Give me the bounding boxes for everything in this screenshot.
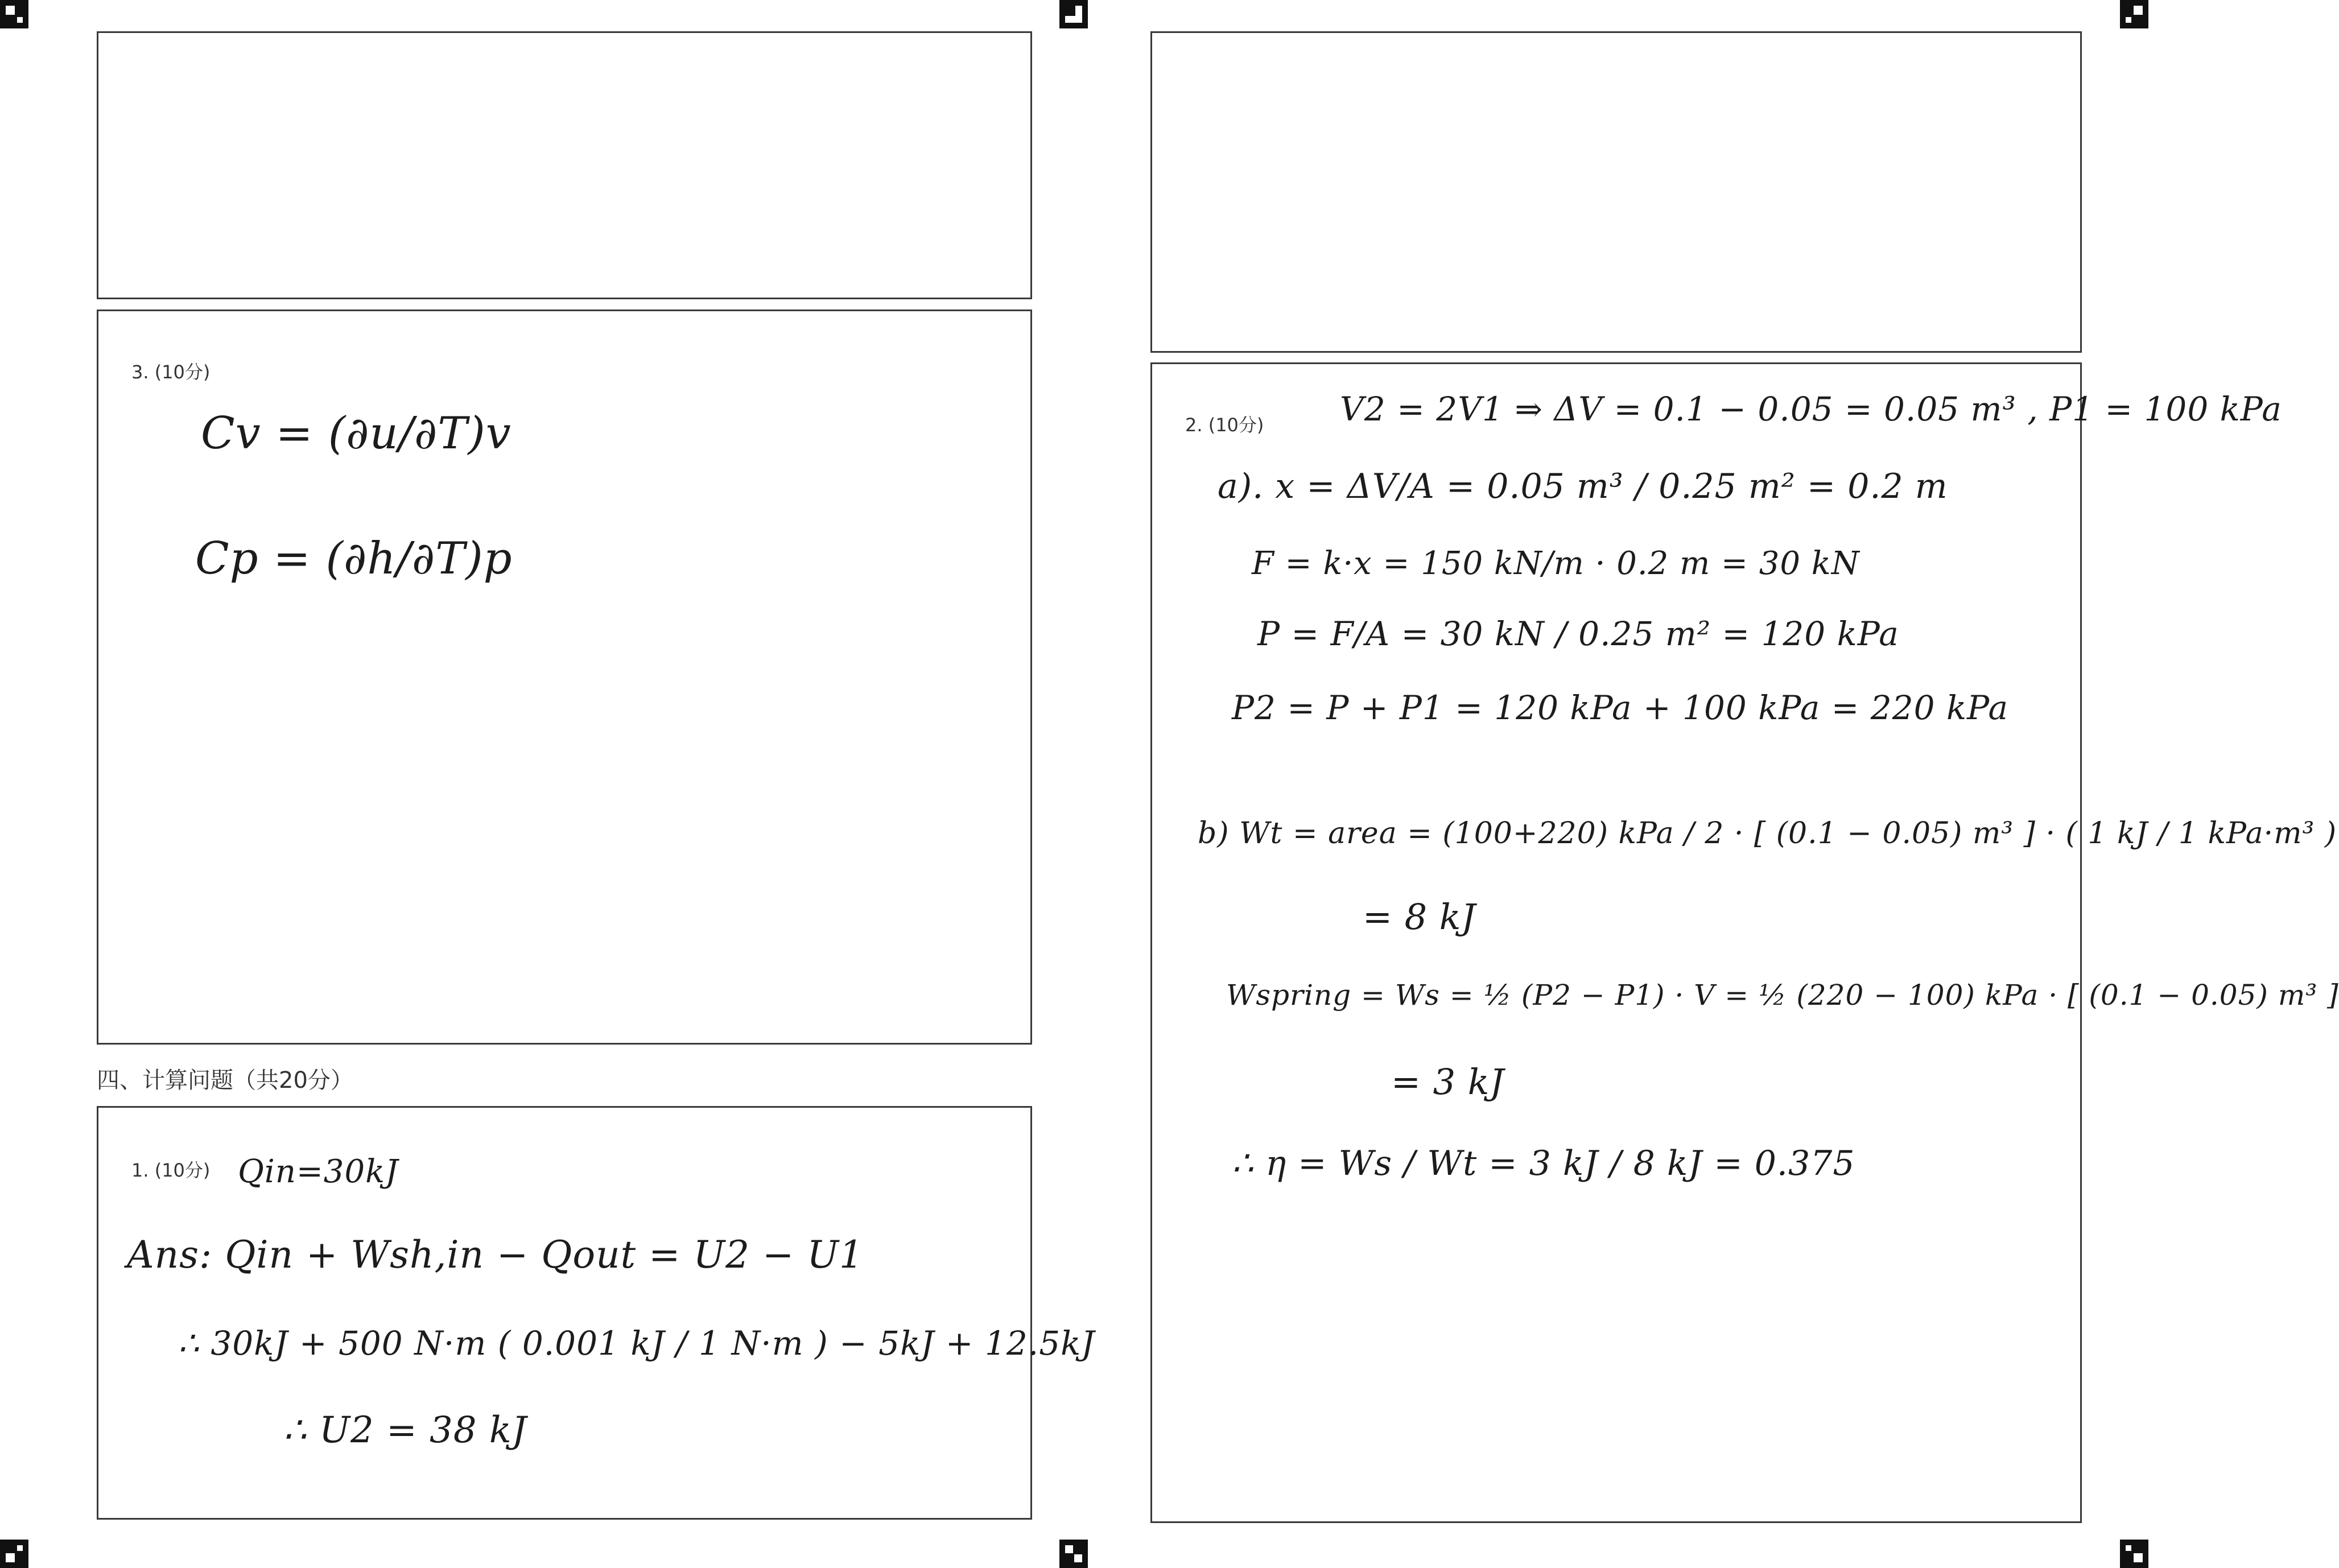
answer-box-top-left: [97, 31, 1032, 299]
question-label: 3. (10分): [131, 361, 211, 383]
registration-marker-bottom-middle: [1059, 1540, 1088, 1568]
section-title: 四、计算问题（共20分）: [97, 1067, 353, 1094]
registration-marker-bottom-left: [0, 1540, 28, 1568]
question-label: 2. (10分): [1185, 414, 1264, 436]
handwritten-line-spring-pressure: P = F/A = 30 kN / 0.25 m² = 120 kPa: [1257, 614, 1899, 653]
answer-box-top-right: [1150, 31, 2082, 353]
registration-marker-bottom-right: [2120, 1540, 2148, 1568]
handwritten-line-energy-balance: Ans: Qin + Wsh,in − Qout = U2 − U1: [127, 1233, 864, 1277]
registration-marker-top-right: [2120, 0, 2148, 28]
handwritten-line-total-work-result: = 8 kJ: [1363, 896, 1476, 938]
handwritten-line-spring-work: Wspring = Ws = ½ (P2 − P1) · V = ½ (220 − 100) kPa · [ (0.1 − 0.05) m³ ]: [1226, 979, 2339, 1012]
handwritten-line-total-work: b) Wt = area = (100+220) kPa / 2 · [ (0.1 − 0.05) m³ ] · ( 1 kJ / 1 kPa·m³ ): [1198, 816, 2337, 851]
answer-box-question-1: [97, 1106, 1095, 1520]
handwritten-line-qin: Qin=30kJ: [238, 1153, 399, 1190]
registration-marker-top-left: [0, 0, 28, 28]
handwritten-line-spring-force: F = k·x = 150 kN/m · 0.2 m = 30 kN: [1252, 545, 1860, 582]
handwritten-line-result: ∴ U2 = 38 kJ: [283, 1409, 527, 1451]
handwritten-line-given: V2 = 2V1 ⇒ ΔV = 0.1 − 0.05 = 0.05 m³ , P1 = 100 kPa: [1340, 390, 2282, 428]
registration-marker-top-middle: [1059, 0, 1088, 28]
answer-box-question-3: [97, 310, 1032, 1045]
handwritten-line-cp: Cp = (∂h/∂T)p: [195, 533, 513, 584]
handwritten-line-cv: Cv = (∂u/∂T)v: [201, 408, 511, 459]
question-label: 1. (10分): [131, 1160, 211, 1181]
handwritten-line-ratio: ∴ η = Ws / Wt = 3 kJ / 8 kJ = 0.375: [1232, 1144, 1855, 1183]
handwritten-line-final-pressure: P2 = P + P1 = 120 kPa + 100 kPa = 220 kPa: [1232, 688, 2009, 727]
answer-box-question-2: [1150, 362, 2339, 1523]
handwritten-line-spring-work-result: = 3 kJ: [1391, 1061, 1505, 1103]
handwritten-line-displacement: a). x = ΔV/A = 0.05 m³ / 0.25 m² = 0.2 m: [1218, 467, 1948, 506]
handwritten-line-substitution: ∴ 30kJ + 500 N·m ( 0.001 kJ / 1 N·m ) − 5kJ + 12.5kJ: [178, 1324, 1095, 1363]
